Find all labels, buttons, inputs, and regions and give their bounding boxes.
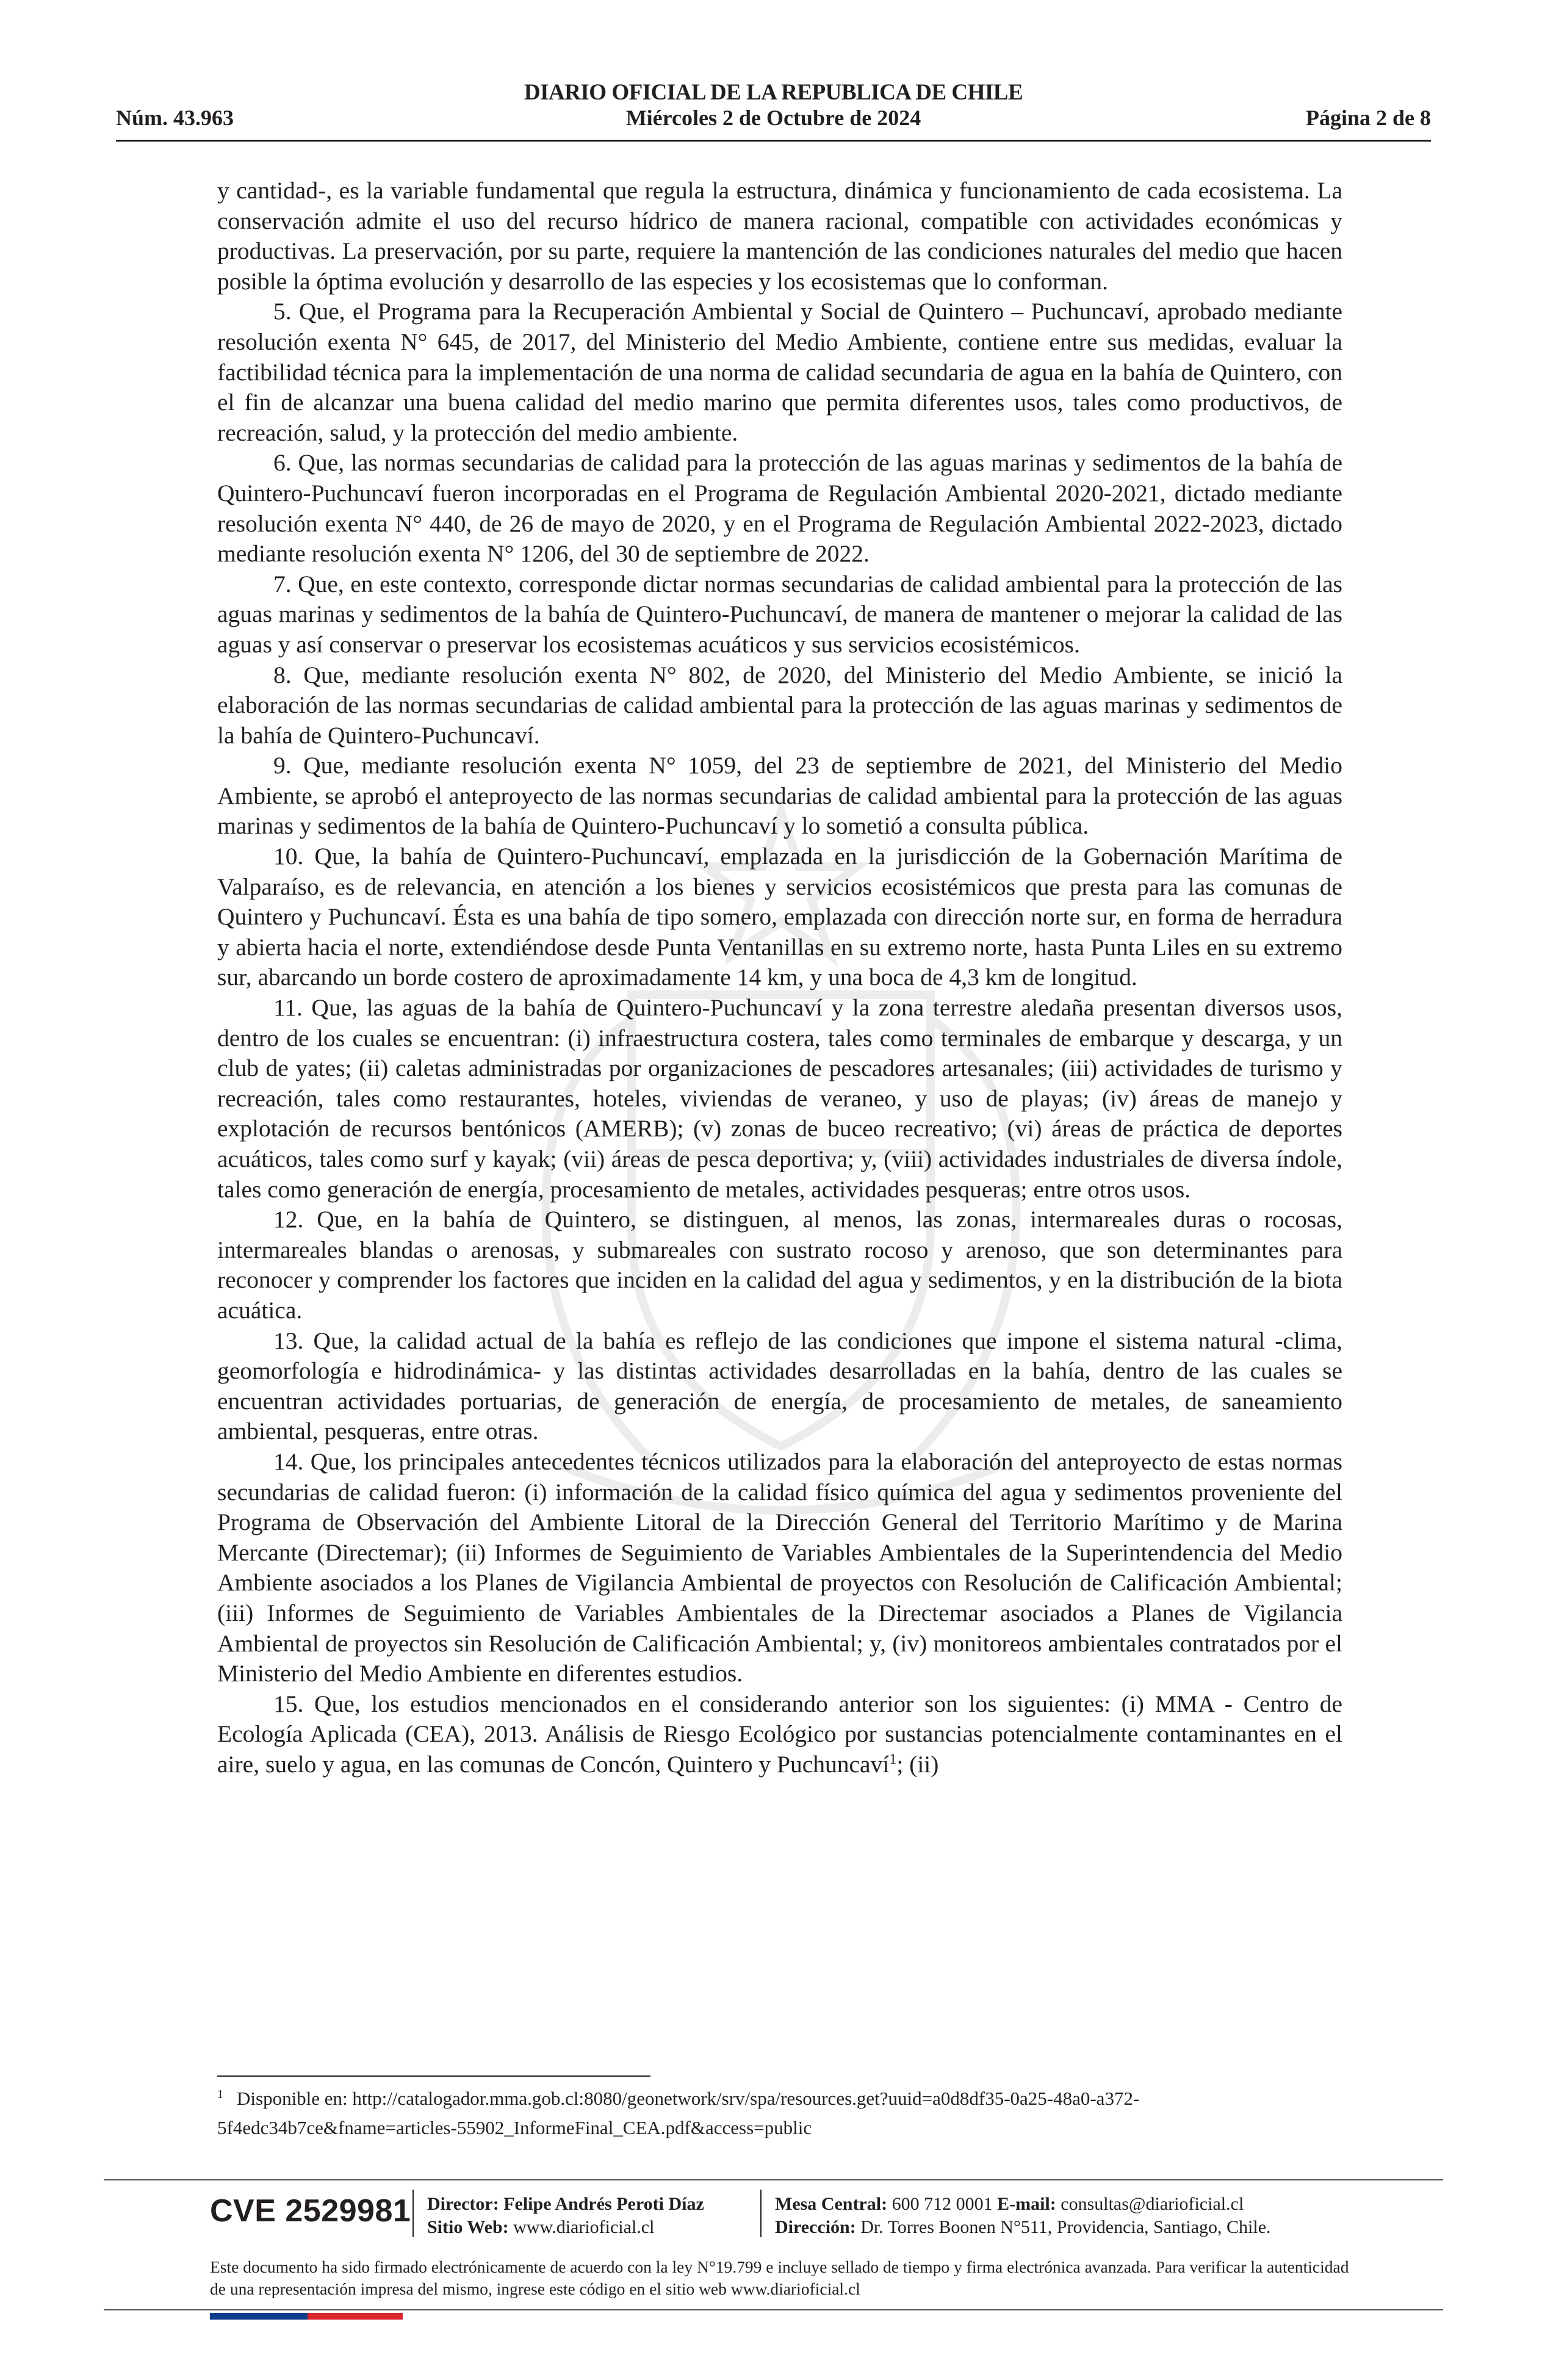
- footnote-number: 1: [217, 2087, 223, 2101]
- email-link[interactable]: consultas@diarioficial.cl: [1061, 2194, 1244, 2214]
- paragraph-6: 6. Que, las normas secundarias de calidad para la protección de las aguas marinas y sedimentos de la bahía de Quintero-Puchuncaví fueron incorporadas en el Programa de Regulación Ambiental 2020-2021, dictado mediante resolución exenta N° 440, de 26 de mayo de 2020, y en el Programa de Regulación Ambiental 2022-2023, dictado mediante resolución exenta N° 1206, del 30 de septiembre de 2022.: [217, 449, 1342, 568]
- footer-director: [427, 2193, 704, 2239]
- paragraph-13: 13. Que, la calidad actual de la bahía es reflejo de las condiciones que impone el sistema natural -clima, geomorfología e hidrodinámica- y las distintas actividades desarrolladas en la bahía, dentro de las cuales se encuentran actividades portuarias, de generación de energía, de procesamiento de metales, de saneamiento ambiental, pesqueras, entre otras.: [217, 1327, 1342, 1445]
- paragraph-15-text: 15. Que, los estudios mencionados en el considerando anterior son los siguientes: (i) MMA - Centro de Ecología Aplicada (CEA), 2013. Análisis de Riesgo Ecológico por sustancias potencialmente contaminantes en el aire, suelo y agua, en las comunas de Concón, Quintero y Puchuncaví: [217, 1690, 1342, 1778]
- paragraph-15: [217, 1689, 1342, 1780]
- footer-divider-top: [104, 2179, 1443, 2180]
- masthead: [116, 79, 1431, 146]
- mesa-central-label: Mesa Central:: [775, 2194, 888, 2214]
- paragraph-14: 14. Que, los principales antecedentes técnicos utilizados para la elaboración del anteproyecto de estas normas secundarias de calidad fueron: (i) información de la calidad físico química del agua y sedimentos proveniente del Programa de Observación del Ambiente Litoral de la Dirección General del Territorio Marítimo y de Marina Mercante (Directemar); (ii) Informes de Seguimiento de Variables Ambientales de la Superintendencia del Medio Ambiente asociados a los Planes de Vigilancia Ambiental de proyectos con Resolución de Calificación Ambiental; (iii) Informes de Seguimiento de Variables Ambientales de la Directemar asociados a Planes de Vigilancia Ambiental de proyectos sin Resolución de Calificación Ambiental; y, (iv) monitoreos ambientales contratados por el Ministerio del Medio Ambiente en diferentes estudios.: [217, 1448, 1342, 1687]
- publication-title: DIARIO OFICIAL DE LA REPUBLICA DE CHILE: [524, 80, 1023, 105]
- paragraph-12: 12. Que, en la bahía de Quintero, se distinguen, al menos, las zonas, intermareales duras o rocosas, intermareales blandas o arenosas, y submareales con sustrato rocoso y arenoso, que son determinantes para reconocer y comprender los factores que inciden en la calidad del agua y sedimentos, y en la distribución de la biota acuática.: [217, 1206, 1342, 1324]
- flag-stripe-red: [308, 2313, 403, 2320]
- paragraph-5: 5. Que, el Programa para la Recuperación Ambiental y Social de Quintero – Puchuncaví, aprobado mediante resolución exenta N° 645, de 2017, del Ministerio del Medio Ambiente, contiene entre sus medidas, evaluar la factibilidad técnica para la implementación de una norma de calidad secundaria de agua en la bahía de Quintero, con el fin de alcanzar una buena calidad del medio marino que permita diferentes usos, tales como productivos, de recreación, salud, y la protección del medio ambiente.: [217, 298, 1342, 446]
- footer-separator: [412, 2190, 414, 2237]
- electronic-signature-notice: Este documento ha sido firmado electrónicamente de acuerdo con la ley N°19.799 e incluye sellado de tiempo y firma electrónica avanzada. Para verificar la autenticidad de una representación impresa del mismo, ingrese este código en el sitio web www.diarioficial.cl: [210, 2257, 1349, 2298]
- address-value: Dr. Torres Boonen N°511, Providencia, Santiago, Chile.: [860, 2217, 1271, 2237]
- director-label: Director:: [427, 2194, 499, 2214]
- website-link[interactable]: www.diarioficial.cl: [513, 2217, 655, 2237]
- paragraph-7: 7. Que, en este contexto, corresponde dictar normas secundarias de calidad ambiental para la protección de las aguas marinas y sedimentos de la bahía de Quintero-Puchuncaví, de manera de mantener o mejorar la calidad de las aguas y así conservar o preservar los ecosistemas acuáticos y sus servicios ecosistémicos.: [217, 570, 1342, 658]
- footnote-text: Disponible en: http://catalogador.mma.gob.cl:8080/geonetwork/srv/spa/resources.get?uuid=a0d8df35-0a25-48a0-a372-5f4edc34b7ce&fname=articles-55902_InformeFinal_CEA.pdf&access=public: [217, 2088, 1140, 2138]
- email-label: E-mail:: [997, 2194, 1056, 2214]
- document-body: [217, 176, 1342, 1780]
- footnote: [217, 2084, 1342, 2143]
- director-name: Felipe Andrés Peroti Díaz: [503, 2194, 704, 2214]
- paragraph-11: 11. Que, las aguas de la bahía de Quintero-Puchuncaví y la zona terrestre aledaña presentan diversos usos, dentro de los cuales se encuentran: (i) infraestructura costera, tales como terminales de embarque y descarga, y un club de yates; (ii) caletas administradas por organizaciones de pescadores artesanales; (iii) actividades de turismo y recreación, tales como restaurantes, hoteles, viviendas de veraneo, y uso de playas; (iv) áreas de manejo y explotación de recursos bentónicos (AMERB); (v) zonas de buceo recreativo; (vi) áreas de práctica de deportes acuáticos, tales como surf y kayak; (vii) áreas de pesca deportiva; y, (viii) actividades industriales de diversa índole, tales como generación de energía, procesamiento de metales, actividades pesqueras; entre otros usos.: [217, 994, 1342, 1203]
- footer-contact: [775, 2193, 1271, 2239]
- footer-divider-bottom: [104, 2309, 1443, 2310]
- issue-number: Núm. 43.963: [116, 106, 234, 130]
- publication-date: Miércoles 2 de Octubre de 2024: [625, 106, 921, 130]
- paragraph-continuation: y cantidad-, es la variable fundamental que regula la estructura, dinámica y funcionamiento de cada ecosistema. La conservación admite el uso del recurso hídrico de manera racional, compatible con actividades económicas y productivas. La preservación, por su parte, requiere la mantención de las condiciones naturales del medio que hacen posible la óptima evolución y desarrollo de las especies y los ecosistemas que lo conforman.: [217, 177, 1342, 295]
- header-divider: [116, 140, 1431, 142]
- paragraph-8: 8. Que, mediante resolución exenta N° 802, de 2020, del Ministerio del Medio Ambiente, se inició la elaboración de las normas secundarias de calidad ambiental para la protección de las aguas marinas y sedimentos de la bahía de Quintero-Puchuncaví.: [217, 661, 1342, 749]
- footnote-reference[interactable]: 1: [889, 1751, 897, 1767]
- mesa-central-phone: 600 712 0001: [891, 2194, 993, 2214]
- website-label: Sitio Web:: [427, 2217, 509, 2237]
- flag-stripe-blue: [210, 2313, 308, 2320]
- cve-code: CVE 2529981: [210, 2193, 411, 2229]
- page-number: Página 2 de 8: [1305, 106, 1431, 130]
- address-label: Dirección:: [775, 2217, 856, 2237]
- paragraph-9: 9. Que, mediante resolución exenta N° 1059, del 23 de septiembre de 2021, del Ministerio del Medio Ambiente, se aprobó el anteproyecto de las normas secundarias de calidad ambiental para la protección de las aguas marinas y sedimentos de la bahía de Quintero-Puchuncaví y lo sometió a consulta pública.: [217, 752, 1342, 840]
- footnote-divider: [217, 2075, 650, 2077]
- footer-separator: [760, 2190, 762, 2237]
- paragraph-10: 10. Que, la bahía de Quintero-Puchuncaví, emplazada en la jurisdicción de la Gobernación Marítima de Valparaíso, es de relevancia, en atención a los bienes y servicios ecosistémicos que presta para las comunas de Quintero y Puchuncaví. Ésta es una bahía de tipo somero, emplazada con dirección norte sur, en forma de herradura y abierta hacia el norte, extendiéndose desde Punta Ventanillas en su extremo norte, hasta Punta Liles en su extremo sur, abarcando un borde costero de aproximadamente 14 km, y una boca de 4,3 km de longitud.: [217, 843, 1342, 991]
- paragraph-15-tail: ; (ii): [896, 1750, 939, 1778]
